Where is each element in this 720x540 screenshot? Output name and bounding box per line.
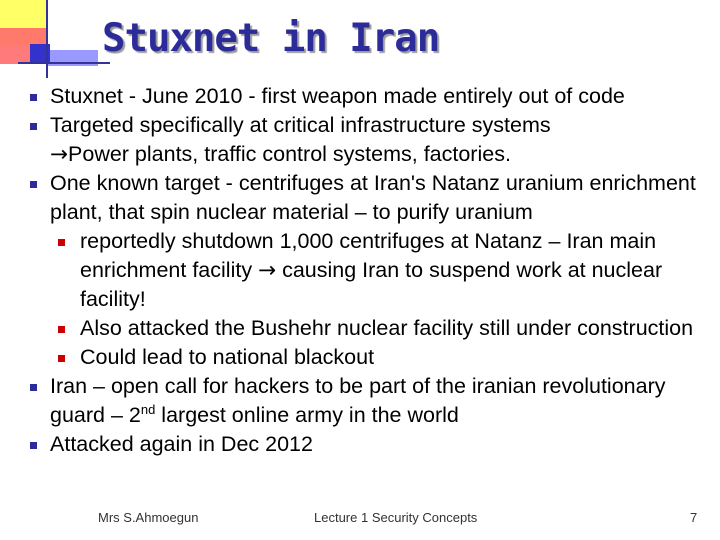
square-bullet-icon	[30, 442, 37, 449]
bullet-item	[24, 169, 700, 227]
decor-horizontal-line	[18, 62, 110, 64]
bullet-text: One known target - centrifuges at Iran's Natanz uranium enrichment plant, that spin nuclear material – to purify uranium	[50, 171, 696, 224]
slide-title: Stuxnet in Iran	[102, 16, 440, 61]
ordinal-suffix: nd	[140, 401, 156, 417]
square-bullet-icon	[58, 355, 65, 362]
bullet-text: Targeted specifically at critical infrastructure systems	[50, 113, 551, 137]
square-bullet-icon	[30, 181, 37, 188]
sub-bullet-item	[54, 227, 700, 314]
footer-page-number: 7	[690, 510, 698, 525]
bullet-item	[24, 82, 700, 111]
bullet-text: Also attacked the Bushehr nuclear facility still under construction	[80, 316, 694, 340]
footer-author: Mrs S.Ahmoegun	[98, 510, 199, 525]
footer-lecture-title: Lecture 1 Security Concepts	[314, 510, 478, 525]
bullet-item	[24, 372, 700, 430]
bullet-item	[24, 111, 700, 169]
right-arrow-icon: →	[258, 258, 277, 283]
bullet-text: Stuxnet - June 2010 - first weapon made entirely out of code	[50, 84, 625, 108]
square-bullet-icon	[30, 384, 37, 391]
square-bullet-icon	[30, 94, 37, 101]
sub-bullet-item	[54, 314, 700, 343]
bullet-text: Iran – open call for hackers to be part of the iranian revolutionary guard – 2	[50, 374, 666, 427]
bullet-subtext: Power plants, traffic control systems, factories.	[68, 142, 511, 166]
slide-body	[24, 82, 700, 459]
bullet-item	[24, 430, 700, 459]
right-arrow-icon: →	[50, 142, 69, 167]
bullet-text-continued: causing Iran to suspend work at nuclear facility!	[80, 258, 663, 311]
bullet-text: Could lead to national blackout	[80, 345, 375, 369]
square-bullet-icon	[58, 239, 65, 246]
square-bullet-icon	[30, 123, 37, 130]
decor-vertical-line	[46, 0, 48, 78]
square-bullet-icon	[58, 326, 65, 333]
bullet-text: Attacked again in Dec 2012	[50, 432, 313, 456]
bullet-text-continued: largest online army in the world	[155, 403, 459, 427]
bullet-text: reportedly shutdown 1,000 centrifuges at Natanz – Iran main enrichment facility	[80, 229, 657, 282]
sub-bullet-item	[54, 343, 700, 372]
